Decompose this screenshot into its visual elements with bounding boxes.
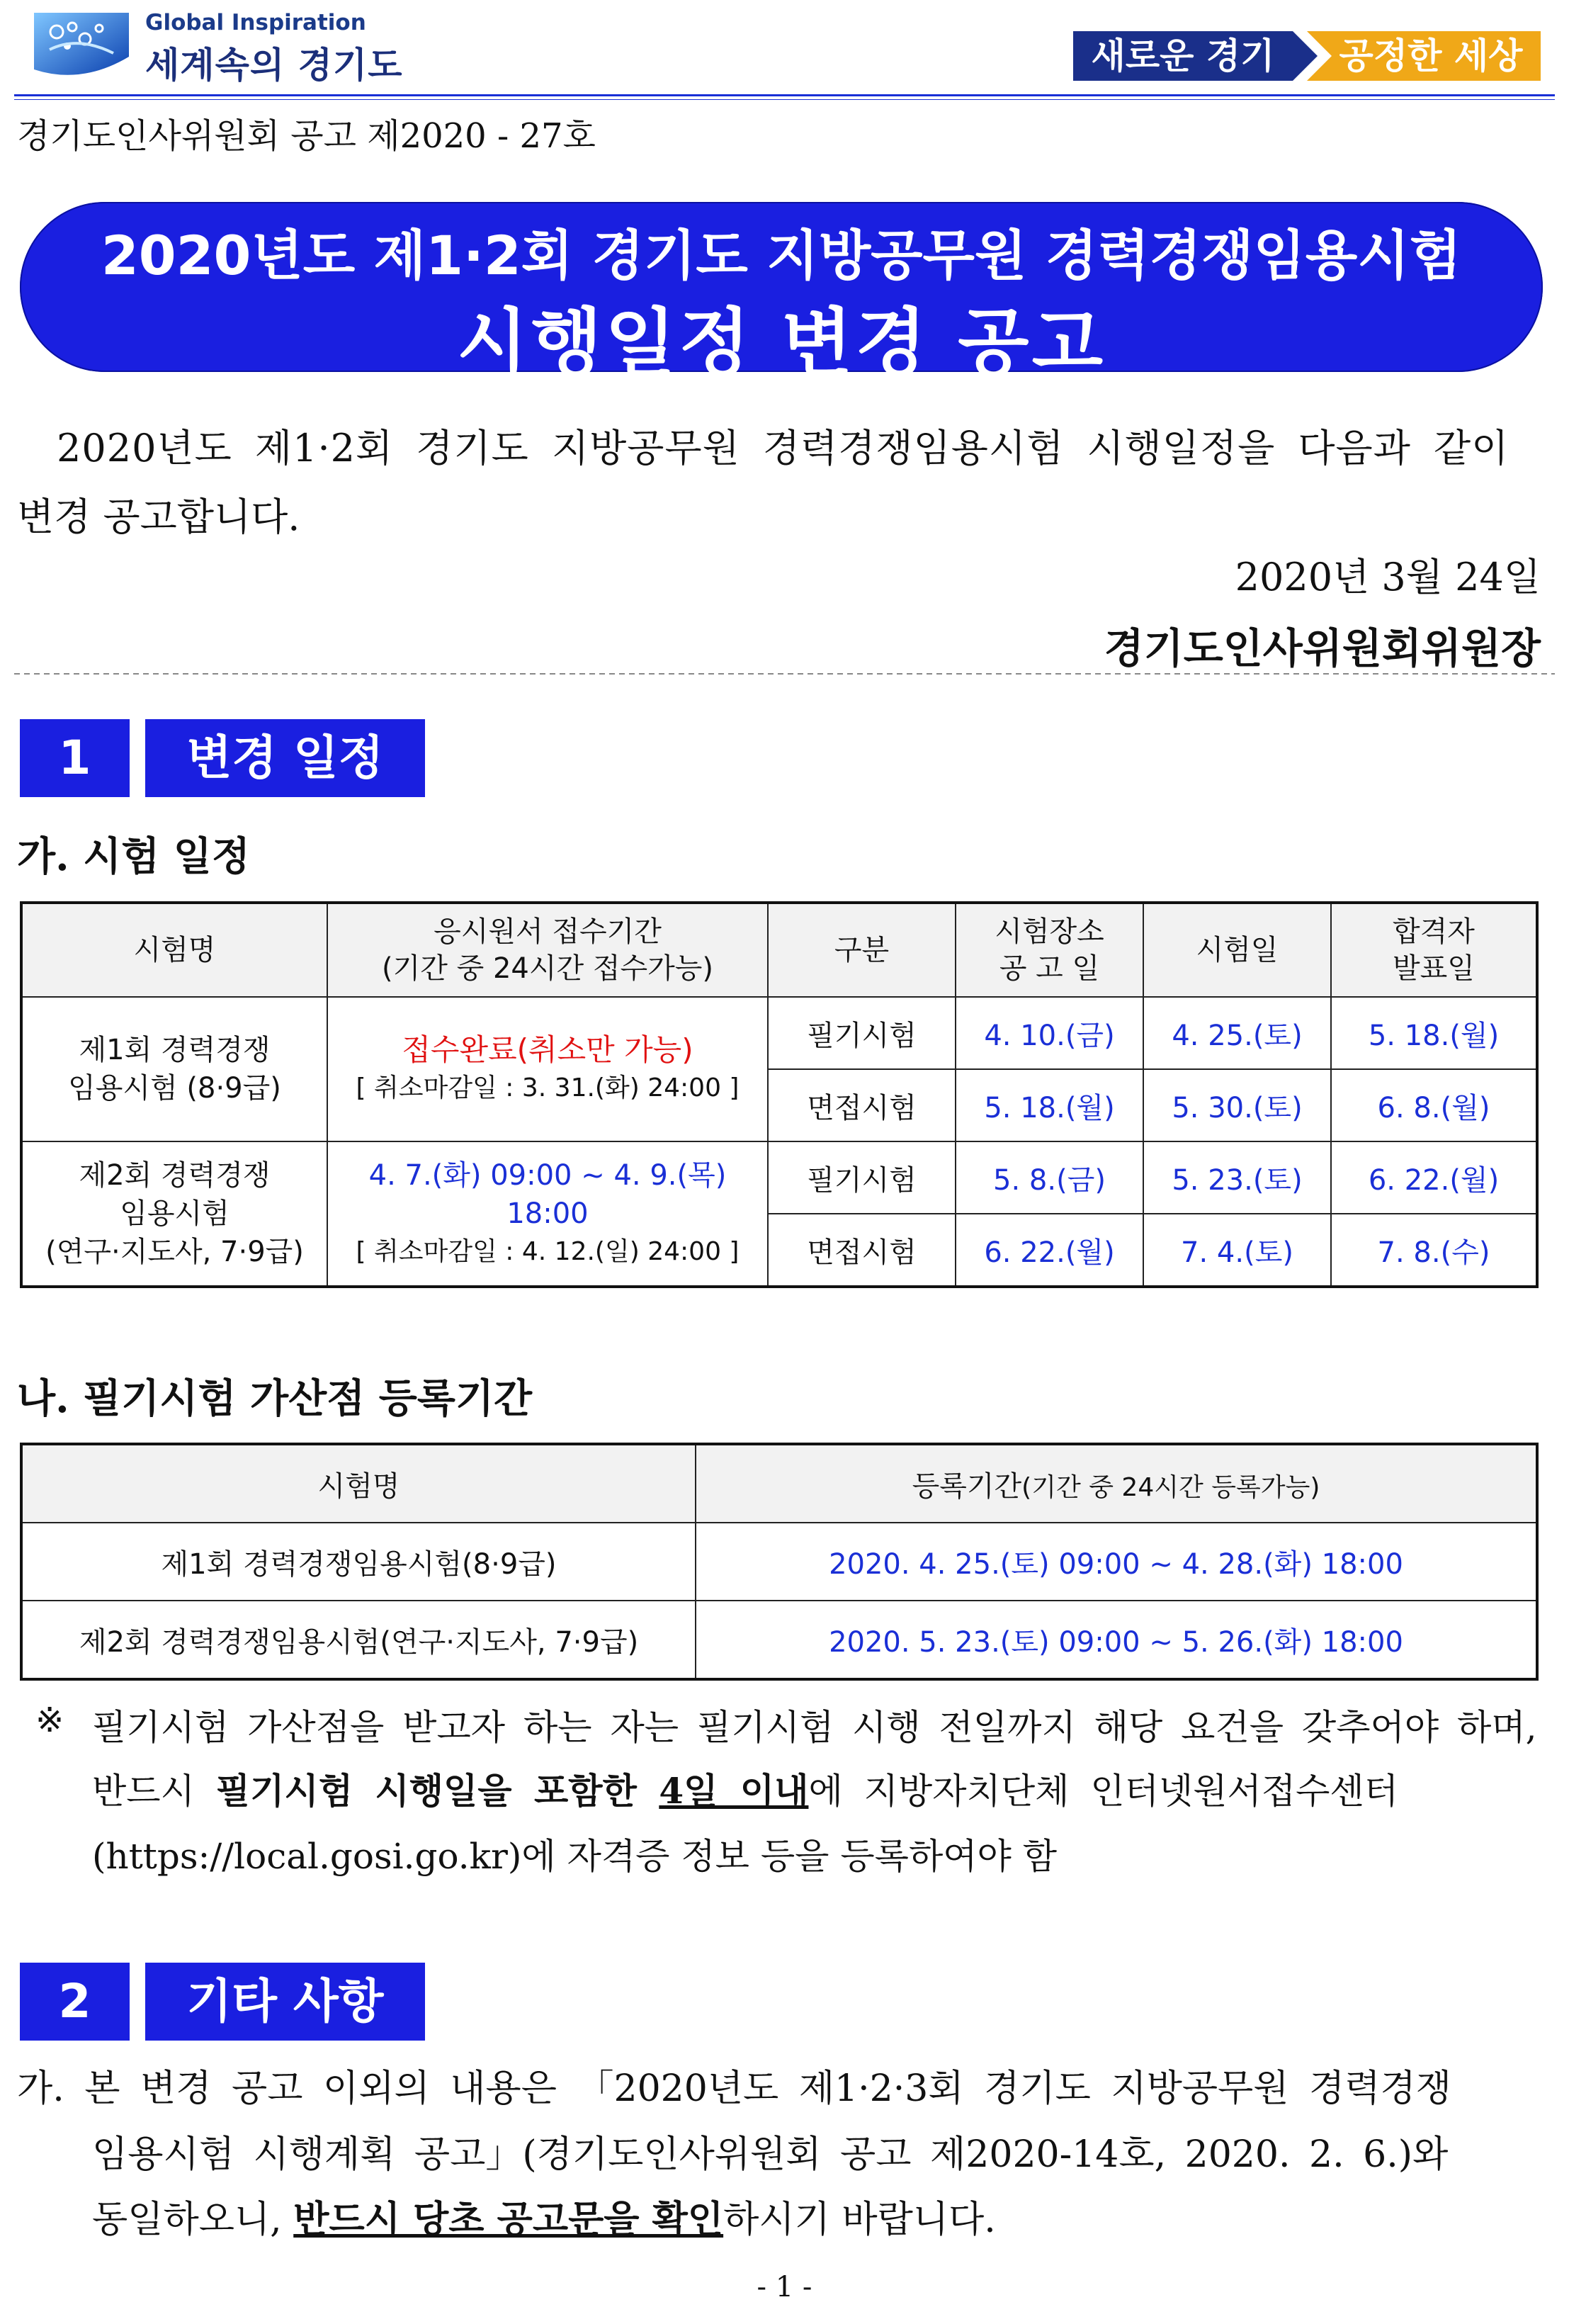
exam2-name-line3: (연구·지도사, 7·9급)	[45, 1236, 304, 1268]
header-venue-date	[956, 903, 1143, 997]
exam2-name-line2: 임용시험	[120, 1197, 230, 1230]
gyeonggi-logo-icon	[28, 7, 135, 81]
header-exam-day: 시험일	[1143, 903, 1331, 997]
exam2-written-type: 필기시험	[768, 1141, 956, 1214]
header-apply-period	[327, 903, 768, 997]
note-line3: (https://local.gosi.go.kr)에 자격증 정보 등을 등록하여야 함	[92, 1836, 1058, 1877]
header-type: 구분	[768, 903, 956, 997]
section2-number: 2	[20, 1963, 130, 2041]
exam2-interview-type: 면접시험	[768, 1214, 956, 1287]
note-line2-underline: 4일 이내	[659, 1770, 809, 1812]
exam1-written-venue: 4. 10.(금)	[956, 997, 1143, 1069]
logo-english-text: Global Inspiration	[145, 10, 366, 35]
note-line2-bold: 필기시험 시행일을 포함한	[215, 1770, 659, 1812]
header-venue-line2: 공 고 일	[999, 952, 1100, 985]
section2-title: 기타 사항	[145, 1963, 425, 2041]
header-exam-name: 시험명	[21, 903, 327, 997]
header-rule	[14, 94, 1555, 96]
subsection-exam-schedule: 가. 시험 일정	[17, 833, 250, 880]
logo-korean-text: 세계속의 경기도	[145, 45, 403, 86]
intro-text-line2: 변경 공고합니다.	[17, 495, 300, 539]
exam2-interview-result: 7. 8.(수)	[1331, 1214, 1537, 1287]
exam2-apply-cancel: [ 취소마감일 : 4. 12.(일) 24:00 ]	[356, 1237, 740, 1266]
note-line1: 필기시험 가산점을 받고자 하는 자는 필기시험 시행 전일까지 해당 요건을 갖추어야 하며,	[92, 1707, 1537, 1748]
etc-line3-pre: 동일하오니,	[92, 2199, 294, 2241]
note-line2-pre: 반드시	[92, 1771, 216, 1812]
exam1-apply-status: 접수완료(취소만 가능)	[402, 1032, 693, 1067]
section1-number: 1	[20, 719, 130, 797]
exam-schedule-table	[20, 901, 1539, 1288]
exam1-written-exam: 4. 25.(토)	[1143, 997, 1331, 1069]
notice-signer: 경기도인사위원회위원장	[1104, 624, 1541, 672]
t2-row1-period: 2020. 4. 25.(토) 09:00 ~ 4. 28.(화) 18:00	[696, 1523, 1537, 1601]
etc-line3-underline: 반드시 당초 공고문을 확인	[293, 2198, 724, 2241]
note-mark: ※	[35, 1700, 64, 1740]
etc-line1: 가. 본 변경 공고 이외의 내용은 「2020년도 제1·2·3회 경기도 지방공무원 경력경쟁	[17, 2068, 1451, 2110]
note-line2-post: 에 지방자치단체 인터넷원서접수센터	[808, 1771, 1399, 1812]
note-line2	[92, 1763, 1541, 1814]
bonus-registration-table	[20, 1443, 1539, 1681]
slogan-banner	[1073, 28, 1541, 84]
exam1-written-result: 5. 18.(월)	[1331, 997, 1537, 1069]
t2-header-period-main: 등록기간	[912, 1470, 1022, 1503]
header-venue-line1: 시험장소	[995, 915, 1104, 948]
exam2-interview-exam: 7. 4.(토)	[1143, 1214, 1331, 1287]
exam2-written-venue: 5. 8.(금)	[956, 1141, 1143, 1214]
exam2-apply	[327, 1141, 768, 1287]
header-apply-line1: 응시원서 접수기간	[434, 915, 662, 948]
etc-line3-post: 하시기 바랍니다.	[723, 2199, 996, 2241]
t2-row1-name: 제1회 경력경쟁임용시험(8·9급)	[21, 1523, 696, 1601]
t2-row2-name: 제2회 경력경쟁임용시험(연구·지도사, 7·9급)	[21, 1601, 696, 1679]
t2-header-period	[696, 1444, 1537, 1523]
notice-number: 경기도인사위원회 공고 제2020 - 27호	[17, 116, 596, 156]
exam1-apply-cancel: [ 취소마감일 : 3. 31.(화) 24:00 ]	[356, 1073, 740, 1102]
exam1-apply	[327, 997, 768, 1141]
t2-header-name: 시험명	[21, 1444, 696, 1523]
header-apply-line2: (기간 중 24시간 접수가능)	[381, 952, 713, 985]
exam1-name-line2: 임용시험 (8·9급)	[68, 1072, 281, 1105]
section1-title: 변경 일정	[145, 719, 425, 797]
header-result-line2: 발표일	[1393, 952, 1475, 985]
header-rule-thin	[14, 99, 1555, 100]
dotted-divider	[14, 673, 1555, 675]
exam2-written-exam: 5. 23.(토)	[1143, 1141, 1331, 1214]
table-row	[21, 1601, 1537, 1679]
etc-line3	[92, 2189, 996, 2243]
exam1-interview-type: 면접시험	[768, 1069, 956, 1141]
table-row	[21, 997, 1537, 1069]
t2-row2-period: 2020. 5. 23.(토) 09:00 ~ 5. 26.(화) 18:00	[696, 1601, 1537, 1679]
table-header-row	[21, 1444, 1537, 1523]
exam1-name-line1: 제1회 경력경쟁	[79, 1034, 271, 1066]
intro-text-line1: 2020년도 제1·2회 경기도 지방공무원 경력경쟁임용시험 시행일정을 다음과 같이	[57, 426, 1509, 470]
banner-title-line1: 2020년도 제1·2회 경기도 지방공무원 경력경쟁임용시험	[101, 224, 1462, 287]
exam2-written-result: 6. 22.(월)	[1331, 1141, 1537, 1214]
exam2-apply-period: 4. 7.(화) 09:00 ~ 4. 9.(목) 18:00	[368, 1159, 727, 1230]
exam2-interview-venue: 6. 22.(월)	[956, 1214, 1143, 1287]
t2-header-period-note: (기간 중 24시간 등록가능)	[1021, 1472, 1320, 1502]
page-number: - 1 -	[757, 2271, 812, 2303]
exam1-interview-result: 6. 8.(월)	[1331, 1069, 1537, 1141]
exam1-name	[21, 997, 327, 1141]
slogan-right-text: 공정한 세상	[1339, 35, 1523, 77]
table-header-row	[21, 903, 1537, 997]
notice-date: 2020년 3월 24일	[1235, 555, 1541, 599]
table-row	[21, 1523, 1537, 1601]
exam1-interview-exam: 5. 30.(토)	[1143, 1069, 1331, 1141]
header-result-date	[1331, 903, 1537, 997]
banner-title-line2: 시행일정 변경 공고	[456, 300, 1106, 386]
exam1-interview-venue: 5. 18.(월)	[956, 1069, 1143, 1141]
etc-line2: 임용시험 시행계획 공고」(경기도인사위원회 공고 제2020-14호, 2020. 2. 6.)와	[92, 2133, 1449, 2176]
exam2-name-line1: 제2회 경력경쟁	[79, 1159, 271, 1192]
subsection-bonus-registration: 나. 필기시험 가산점 등록기간	[17, 1375, 533, 1422]
slogan-left-text: 새로운 경기	[1091, 35, 1275, 77]
exam2-name	[21, 1141, 327, 1287]
header-result-line1: 합격자	[1393, 915, 1475, 948]
exam1-written-type: 필기시험	[768, 997, 956, 1069]
table-row	[21, 1141, 1537, 1214]
